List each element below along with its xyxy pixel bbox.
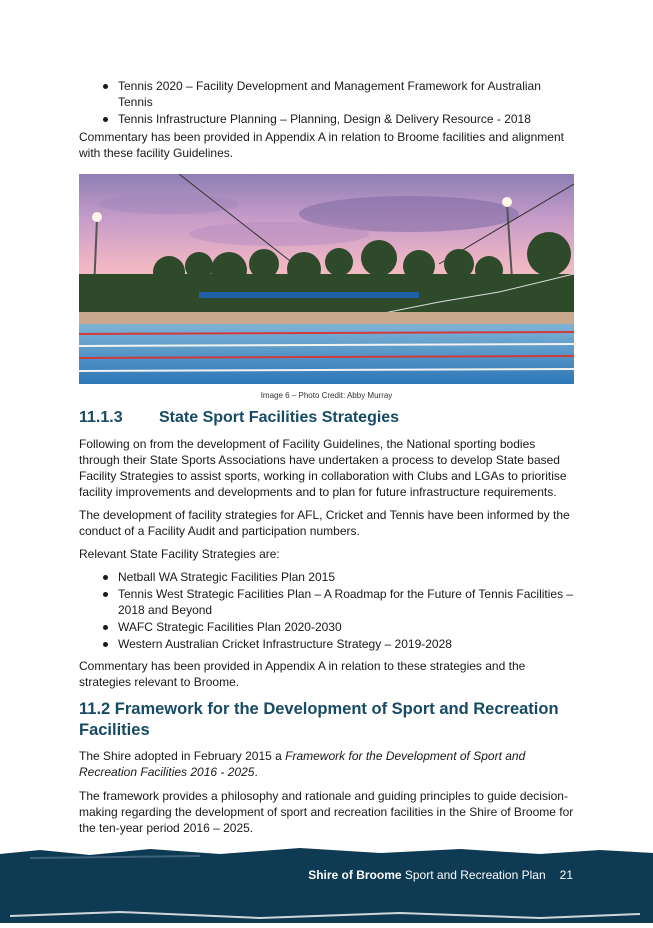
intro-commentary: Commentary has been provided in Appendix A in relation to Broome facilities and alignment with these facility Guidelines. bbox=[79, 130, 564, 160]
footer-doc: Sport and Recreation Plan bbox=[401, 868, 546, 882]
strategy-bullet-list bbox=[79, 569, 576, 652]
text: . bbox=[254, 765, 258, 779]
paragraph: The framework provides a philosophy and rationale and guiding principles to guide decision-making regarding the development of sport and recreation facilities in the Shire of Broome for the ten-year period 2016 – 2025. bbox=[79, 789, 574, 835]
paragraph: The development of facility strategies for AFL, Cricket and Tennis have been informed by the conduct of a Facility Audit and participation numbers. bbox=[79, 508, 570, 538]
list-item: Tennis West Strategic Facilities Plan – A Roadmap for the Future of Tennis Facilities – 2018 and Beyond bbox=[79, 586, 576, 618]
pool-photo bbox=[79, 174, 574, 384]
intro-bullet-list bbox=[79, 78, 576, 127]
list-item: Netball WA Strategic Facilities Plan 2015 bbox=[79, 569, 576, 585]
paragraph: Following on from the development of Facility Guidelines, the National sporting bodies through their State Sports Associations have undertaken a process to develop State based Facility Strategies to assist sports, working in collaboration with Clubs and LGAs to prioritise facility improvements and developments and to plan for future infrastructure requirements. bbox=[79, 437, 567, 499]
footer-band bbox=[0, 846, 653, 923]
page-number: 21 bbox=[559, 868, 573, 882]
intro-block bbox=[79, 78, 576, 161]
section-heading-11-2: 11.2 Framework for the Development of Sport and Recreation Facilities bbox=[79, 700, 559, 739]
list-item: WAFC Strategic Facilities Plan 2020-2030 bbox=[79, 619, 576, 635]
list-item: Western Australian Cricket Infrastructure Strategy – 2019-2028 bbox=[79, 636, 576, 652]
image-caption: Image 6 – Photo Credit: Abby Murray bbox=[260, 391, 393, 400]
paragraph: Relevant State Facility Strategies are: bbox=[79, 547, 280, 561]
section-title: State Sport Facilities Strategies bbox=[159, 409, 400, 426]
section-body bbox=[79, 436, 576, 836]
section-number: 11.1.3 bbox=[79, 409, 123, 426]
text: The Shire adopted in February 2015 a bbox=[79, 749, 286, 763]
footer-org: Shire of Broome bbox=[308, 868, 402, 882]
section-heading-11-1-3 bbox=[79, 409, 399, 427]
framework-title: Framework for the Development of Sport and Recreation Facilities 2016 - 2025 bbox=[79, 749, 526, 779]
footer-title bbox=[308, 868, 573, 882]
list-item: Tennis 2020 – Facility Development and Management Framework for Australian Tennis bbox=[79, 78, 576, 110]
paragraph bbox=[79, 748, 576, 780]
list-item: Tennis Infrastructure Planning – Planning, Design & Delivery Resource - 2018 bbox=[79, 111, 576, 127]
paragraph: Commentary has been provided in Appendix A in relation to these strategies and the strategies relevant to Broome. bbox=[79, 659, 526, 689]
